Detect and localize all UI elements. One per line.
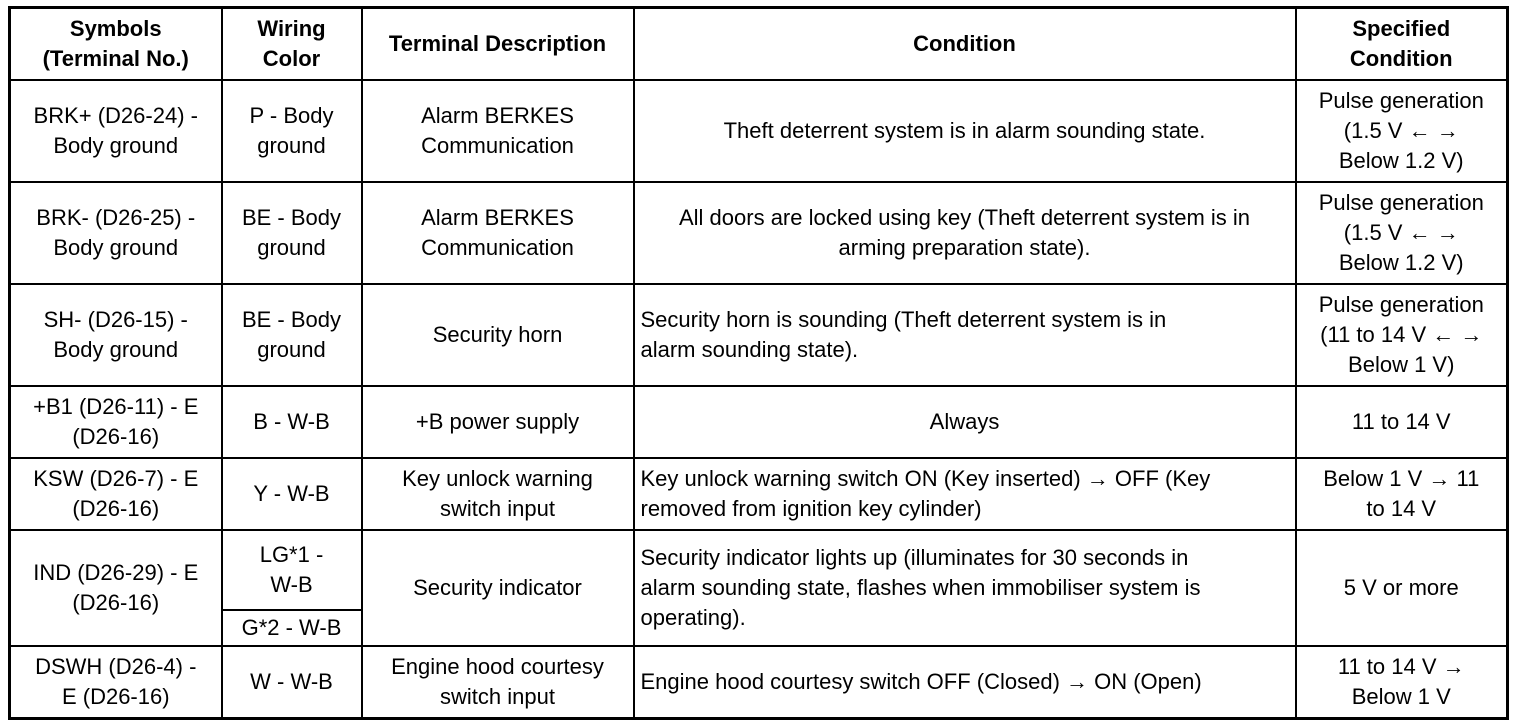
condition-cell: Security horn is sounding (Theft deterrent system is in alarm sounding state).: [634, 284, 1296, 386]
description-cell: Engine hood courtesy switch input: [362, 646, 634, 719]
terminal-table-container: [8, 6, 1509, 720]
table-row: [10, 646, 1508, 719]
condition-cell: All doors are locked using key (Theft deterrent system is in arming preparation state).: [634, 182, 1296, 284]
description-cell: Alarm BERKES Communication: [362, 182, 634, 284]
wiring-cell: LG*1 - W-B: [222, 530, 362, 610]
wiring-cell: P - Body ground: [222, 80, 362, 182]
symbol-cell: DSWH (D26-4) - E (D26-16): [10, 646, 222, 719]
description-cell: Alarm BERKES Communication: [362, 80, 634, 182]
condition-cell: Engine hood courtesy switch OFF (Closed) → ON (Open): [634, 646, 1296, 719]
wiring-cell: BE - Body ground: [222, 284, 362, 386]
table-row: [10, 530, 1508, 610]
terminal-table: [8, 6, 1509, 720]
header-symbols: Symbols (Terminal No.): [10, 8, 222, 81]
table-row: [10, 80, 1508, 182]
description-cell: Key unlock warning switch input: [362, 458, 634, 530]
wiring-cell: W - W-B: [222, 646, 362, 719]
specified-cell: 11 to 14 V: [1296, 386, 1508, 458]
wiring-cell-alt: G*2 - W-B: [222, 610, 362, 646]
symbol-cell: KSW (D26-7) - E (D26-16): [10, 458, 222, 530]
specified-cell: 5 V or more: [1296, 530, 1508, 646]
wiring-cell: BE - Body ground: [222, 182, 362, 284]
table-row: [10, 386, 1508, 458]
symbol-cell: +B1 (D26-11) - E (D26-16): [10, 386, 222, 458]
table-row: [10, 458, 1508, 530]
wiring-cell: B - W-B: [222, 386, 362, 458]
symbol-cell: IND (D26-29) - E (D26-16): [10, 530, 222, 646]
description-cell: Security horn: [362, 284, 634, 386]
condition-cell: Always: [634, 386, 1296, 458]
specified-cell: Below 1 V → 11 to 14 V: [1296, 458, 1508, 530]
condition-cell: Security indicator lights up (illuminates for 30 seconds in alarm sounding state, flashes when immobiliser system is operating).: [634, 530, 1296, 646]
specified-cell: Pulse generation (11 to 14 V ← → Below 1 V): [1296, 284, 1508, 386]
condition-cell: Key unlock warning switch ON (Key inserted) → OFF (Key removed from ignition key cylinder): [634, 458, 1296, 530]
wiring-cell: Y - W-B: [222, 458, 362, 530]
header-terminal-description: Terminal Description: [362, 8, 634, 81]
header-condition: Condition: [634, 8, 1296, 81]
condition-cell: Theft deterrent system is in alarm sounding state.: [634, 80, 1296, 182]
header-specified-condition: Specified Condition: [1296, 8, 1508, 81]
table-row: [10, 284, 1508, 386]
specified-cell: Pulse generation (1.5 V ← → Below 1.2 V): [1296, 80, 1508, 182]
description-cell: +B power supply: [362, 386, 634, 458]
specified-cell: 11 to 14 V → Below 1 V: [1296, 646, 1508, 719]
table-row: [10, 182, 1508, 284]
symbol-cell: BRK- (D26-25) - Body ground: [10, 182, 222, 284]
specified-cell: Pulse generation (1.5 V ← → Below 1.2 V): [1296, 182, 1508, 284]
symbol-cell: BRK+ (D26-24) - Body ground: [10, 80, 222, 182]
header-wiring-color: Wiring Color: [222, 8, 362, 81]
description-cell: Security indicator: [362, 530, 634, 646]
header-row: [10, 8, 1508, 81]
symbol-cell: SH- (D26-15) - Body ground: [10, 284, 222, 386]
